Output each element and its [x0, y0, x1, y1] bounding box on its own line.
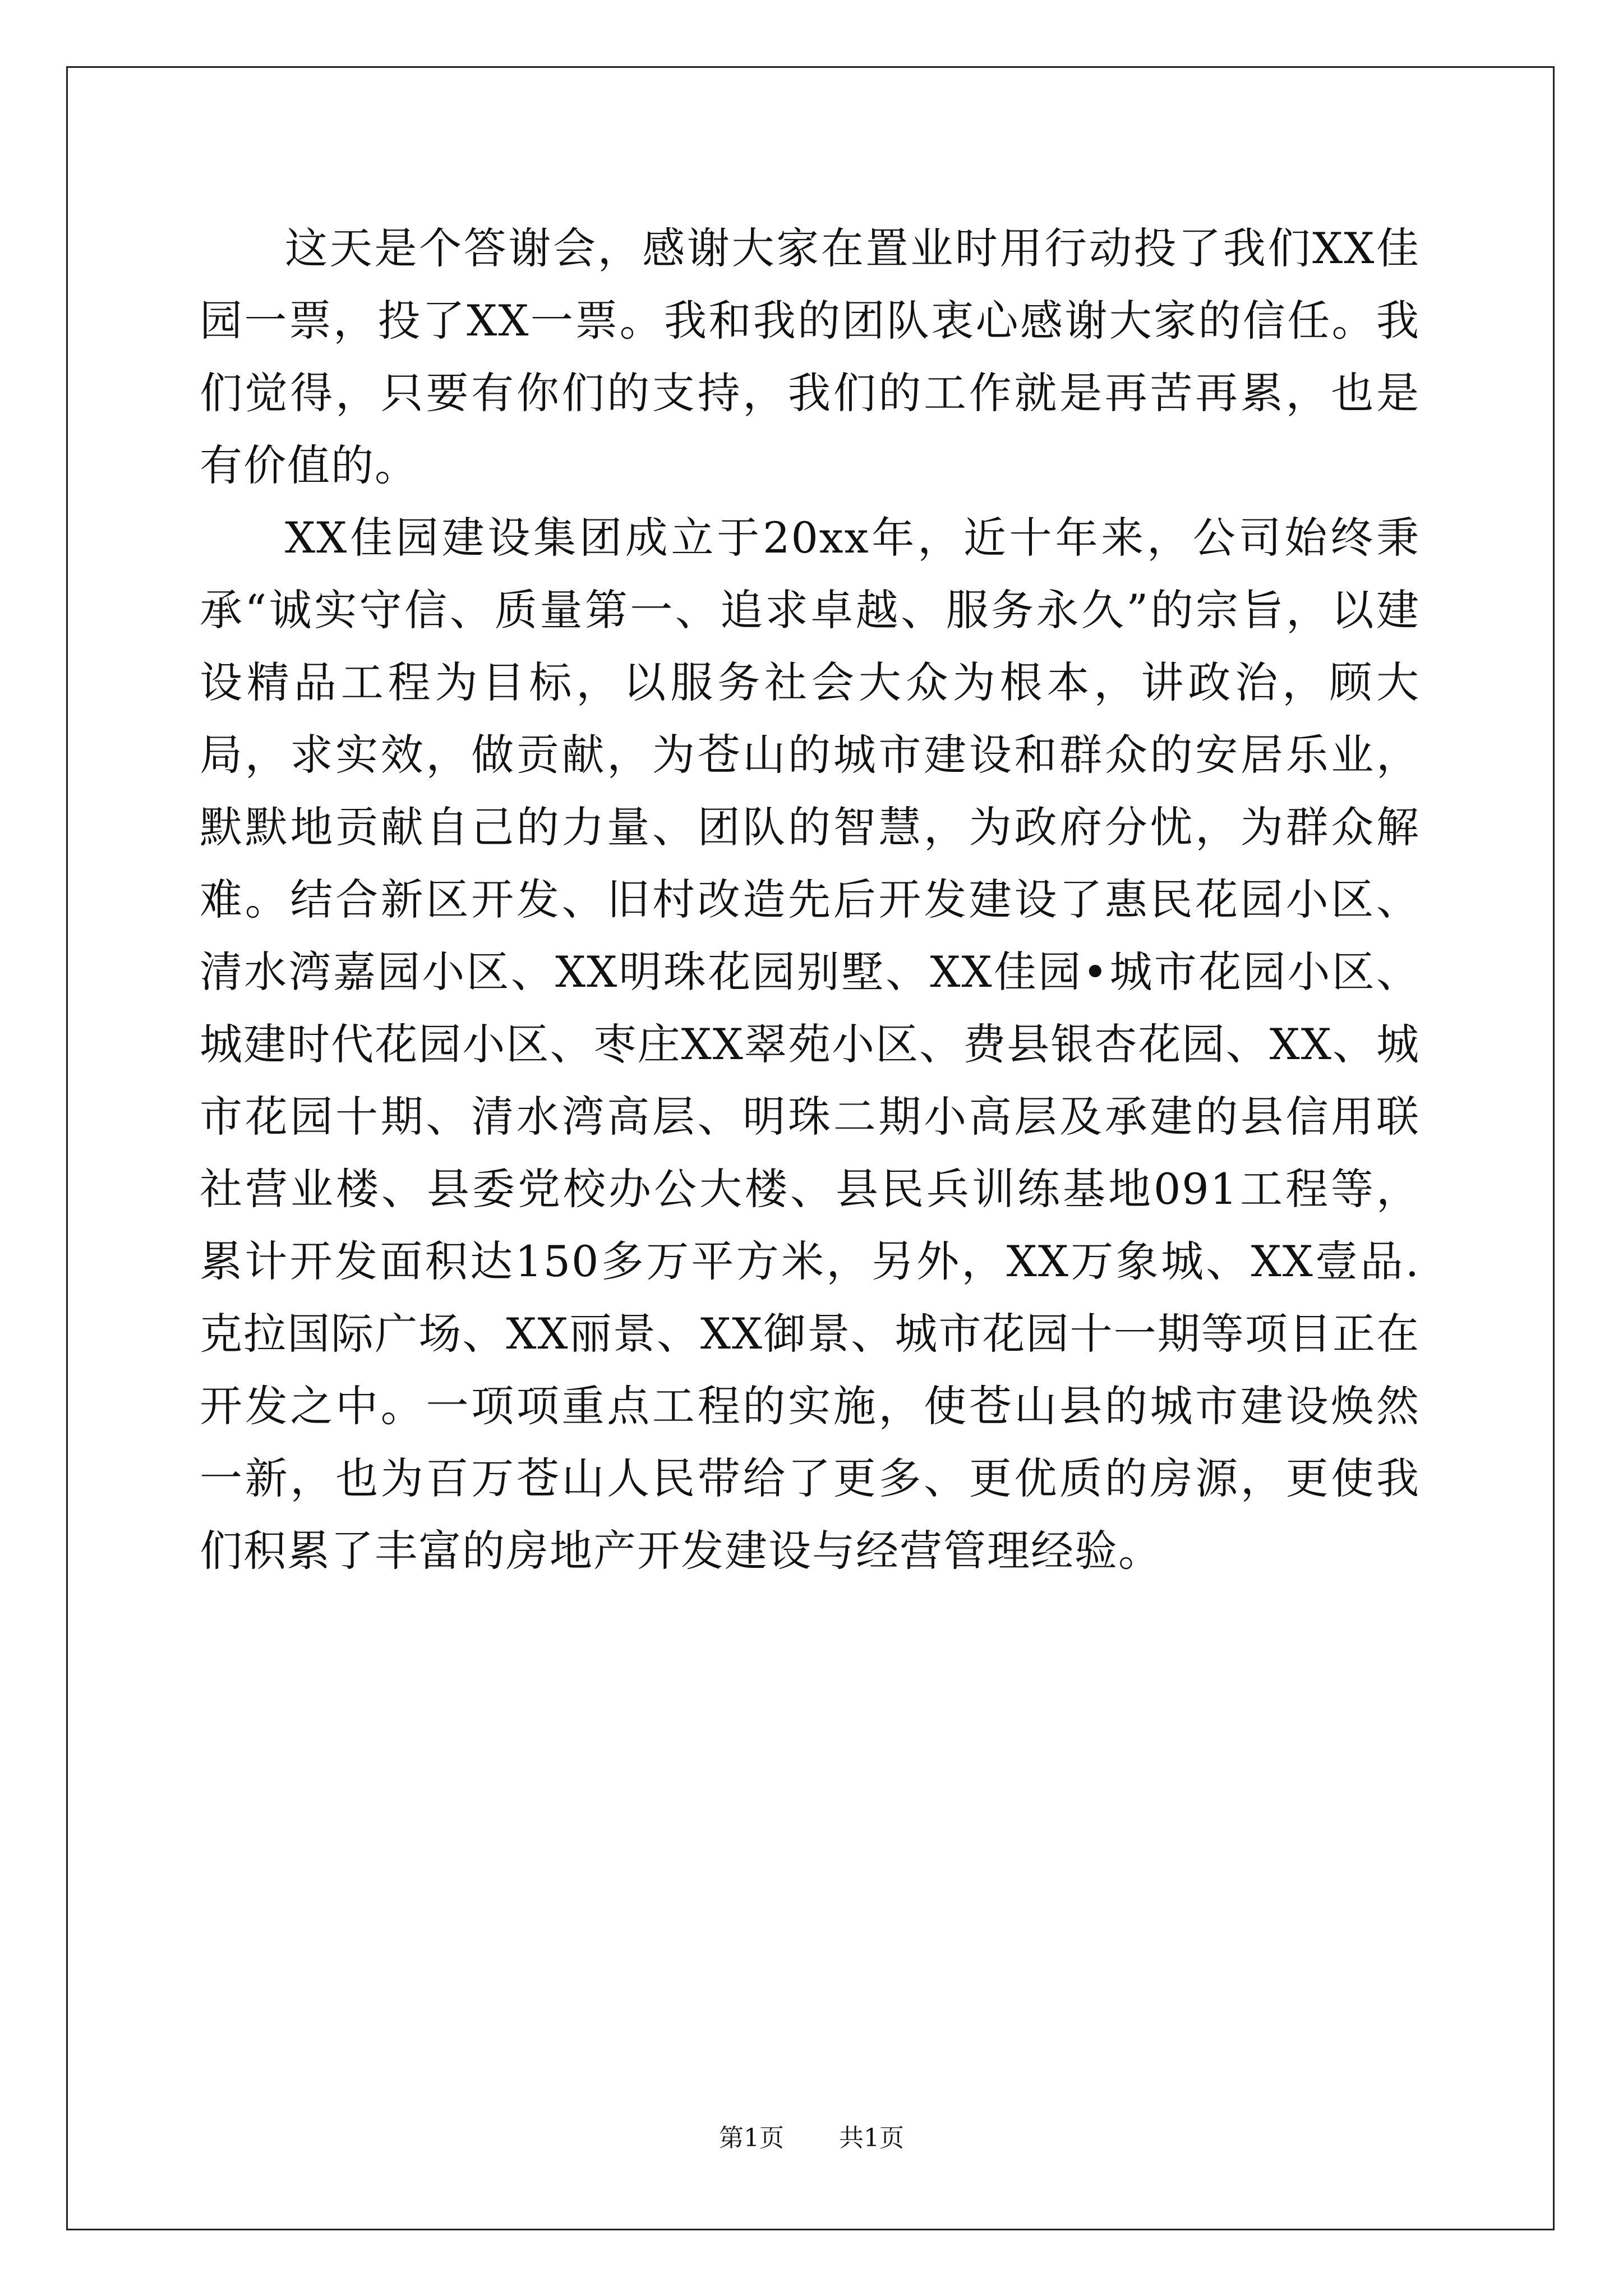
paragraph-1: 这天是个答谢会，感谢大家在置业时用行动投了我们XX佳园一票，投了XX一票。我和我的团队衷心感谢大家的信任。我们觉得，只要有你们的支持，我们的工作就是再苦再累，也是有价值的。: [200, 223, 1420, 490]
paragraph-2: XX佳园建设集团成立于20xx年，近十年来，公司始终秉承“诚实守信、质量第一、追求卓越、服务永久”的宗旨，以建设精品工程为目标，以服务社会大众为根本，讲政治，顾大局，求实效，做贡献，为苍山的城市建设和群众的安居乐业，默默地贡献自己的力量、团队的智慧，为政府分忧，为群众解难。结合新区开发、旧村改造先后开发建设了惠民花园小区、清水湾嘉园小区、XX明珠花园别墅、XX佳园•城市花园小区、城建时代花园小区、枣庄XX翠苑小区、费县银杏花园、XX、城市花园十期、清水湾高层、明珠二期小高层及承建的县信用联社营业楼、县委党校办公大楼、县民兵训练基地091工程等，累计开发面积达150多万平方米，另外，XX万象城、XX壹品.克拉国际广场、XX丽景、XX御景、城市花园十一期等项目正在开发之中。一项项重点工程的实施，使苍山县的城市建设焕然一新，也为百万苍山人民带给了更多、更优质的房源，更使我们积累了丰富的房地产开发建设与经营管理经验。: [200, 513, 1420, 1576]
page-number-current: 第1页: [719, 2124, 784, 2152]
page-number-total: 共1页: [839, 2124, 904, 2152]
page-footer: [0, 2122, 1623, 2155]
document-body: [200, 212, 1420, 1587]
